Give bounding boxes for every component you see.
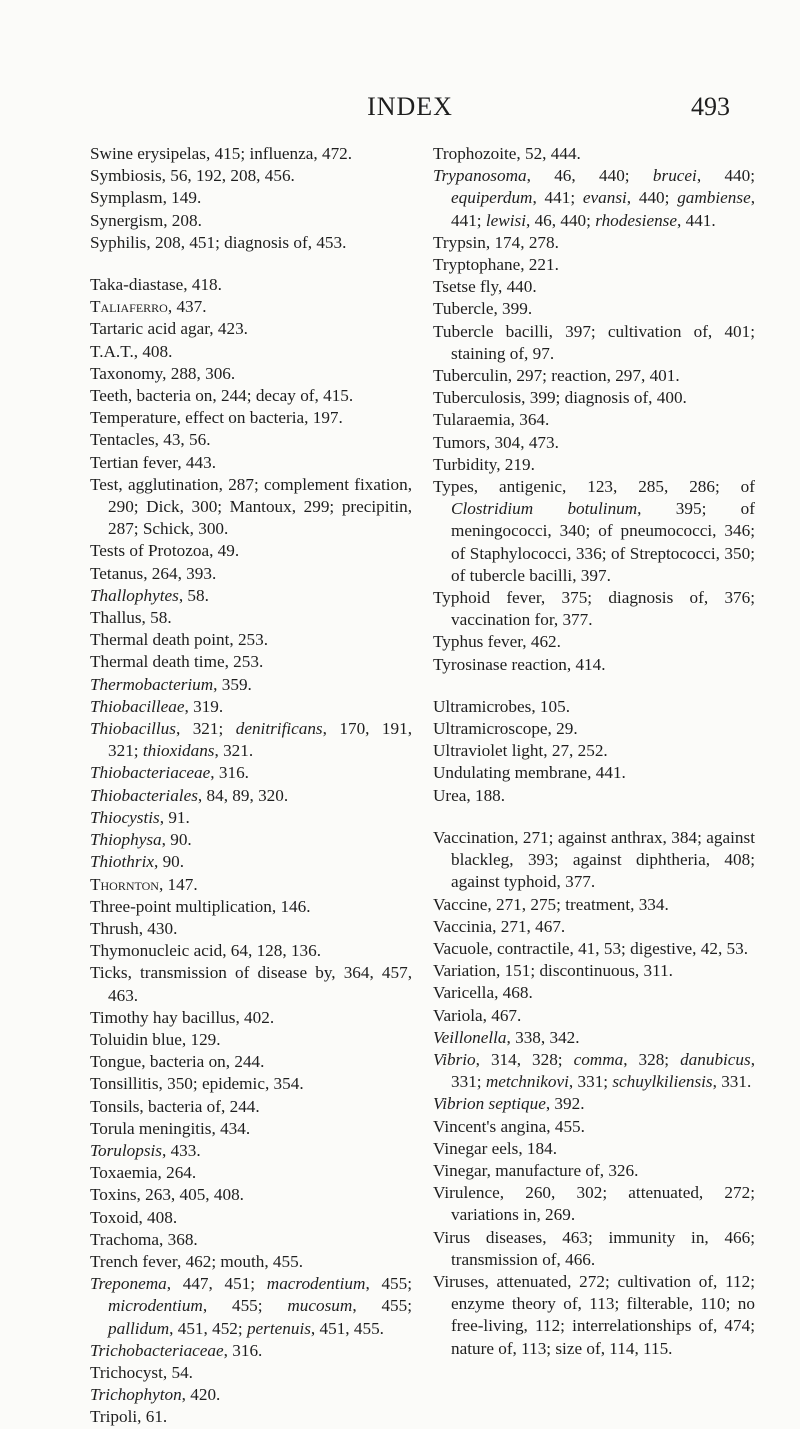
index-entry: Toxoid, 408. (90, 1207, 178, 1227)
index-entry: Tartaric acid agar, 423. (90, 319, 248, 339)
index-entry: Undulating membrane, 441. (433, 763, 626, 783)
index-entry: Synergism, 208. (90, 210, 202, 230)
index-entry: Taka-diastase, 418. (90, 275, 222, 295)
index-entry: Toxaemia, 264. (90, 1163, 197, 1183)
index-entry: Thiobacteriales, 84, 89, 320. (90, 785, 289, 805)
index-entry: Tularaemia, 364. (433, 410, 550, 430)
index-entry: Trichobacteriaceae, 316. (90, 1340, 263, 1360)
index-entry: Vaccine, 271, 275; treatment, 334. (433, 894, 669, 914)
index-entry: Tertian fever, 443. (90, 452, 217, 472)
index-entry: Temperature, effect on bacteria, 197. (90, 408, 343, 428)
index-entry: Trypanosoma, 46, 440; brucei, 440; equiperdum, 441; evansi, 440; gambiense, 441; lewisi, 46, 440; rhodesiense, 441. (433, 166, 756, 230)
index-entry: Symplasm, 149. (90, 188, 202, 208)
index-entry: Trypsin, 174, 278. (433, 232, 559, 252)
index-entry: Virulence, 260, 302; attenuated, 272; variations in, 269. (433, 1183, 755, 1225)
index-entry: Vibrion septique, 392. (433, 1094, 585, 1114)
index-entry: Taliaferro, 437. (90, 297, 207, 317)
index-entry: Trichocyst, 54. (90, 1362, 193, 1382)
index-entry: Virus diseases, 463; immunity in, 466; transmission of, 466. (433, 1227, 755, 1269)
index-entry: Thiobacteriaceae, 316. (90, 763, 249, 783)
page-title: INDEX (367, 92, 453, 121)
index-entry: Toluidin blue, 129. (90, 1029, 221, 1049)
index-entry: Thiophysa, 90. (90, 830, 192, 850)
index-entry: Tyrosinase reaction, 414. (433, 654, 606, 674)
index-entry: Tonsillitis, 350; epidemic, 354. (90, 1074, 304, 1094)
index-entry: Viruses, attenuated, 272; cultivation of, 112; enzyme theory of, 113; filterable, 110; no free-living, 112; interrelationships of, 474; nature of, 113; size of, 114, 115. (433, 1271, 755, 1358)
index-entry: Thallus, 58. (90, 608, 172, 628)
index-entry: Tripoli, 61. (90, 1407, 168, 1427)
index-entry: Tentacles, 43, 56. (90, 430, 211, 450)
index-entry: Ticks, transmission of disease by, 364, 457, 463. (90, 963, 412, 1005)
index-entry: Torulopsis, 433. (90, 1140, 201, 1160)
index-entry: Thiocystis, 91. (90, 807, 190, 827)
index-entry: Treponema, 447, 451; macrodentium, 455; microdentium, 455; mucosum, 455; pallidum, 451, 452; pertenuis, 451, 455. (90, 1274, 412, 1338)
page-number: 493 (691, 92, 730, 121)
index-entry: Vaccination, 271; against anthrax, 384; against blackleg, 393; against diphtheria, 408; against typhoid, 377. (433, 827, 755, 892)
index-column-left (90, 143, 412, 1429)
index-entry: Tetanus, 264, 393. (90, 563, 217, 583)
index-entry: Tryptophane, 221. (433, 255, 559, 275)
index-entry: Ultramicroscope, 29. (433, 719, 578, 739)
index-entry: Tonsils, bacteria of, 244. (90, 1096, 260, 1116)
index-entry: Trachoma, 368. (90, 1229, 198, 1249)
index-entry: Tsetse fly, 440. (433, 277, 537, 297)
index-entry: Urea, 188. (433, 785, 506, 805)
index-entry: Thiobacilleae, 319. (90, 696, 224, 716)
index-entry: Vinegar eels, 184. (433, 1138, 558, 1158)
index-entry: Three-point multiplication, 146. (90, 896, 311, 916)
index-entry: Thermobacterium, 359. (90, 674, 252, 694)
index-entry: Vacuole, contractile, 41, 53; digestive, 42, 53. (433, 938, 749, 958)
index-entry: Variola, 467. (433, 1005, 522, 1025)
index-entry: Tuberculosis, 399; diagnosis of, 400. (433, 388, 687, 408)
index-entry: Vincent's angina, 455. (433, 1116, 585, 1136)
index-entry: Thallophytes, 58. (90, 585, 209, 605)
index-entry: Trench fever, 462; mouth, 455. (90, 1251, 304, 1271)
index-entry: Thrush, 430. (90, 918, 178, 938)
index-entry: Varicella, 468. (433, 983, 533, 1003)
index-entry: Tests of Protozoa, 49. (90, 541, 240, 561)
index-entry: Tubercle, 399. (433, 299, 533, 319)
index-entry: Tumors, 304, 473. (433, 432, 559, 452)
index-entry: Taxonomy, 288, 306. (90, 363, 236, 383)
index-entry: T.A.T., 408. (90, 341, 173, 361)
index-entry: Thiothrix, 90. (90, 852, 185, 872)
index-entry: Veillonella, 338, 342. (433, 1027, 580, 1047)
index-column-right (433, 143, 755, 1360)
index-entry: Swine erysipelas, 415; influenza, 472. (90, 144, 353, 163)
index-entry: Ultraviolet light, 27, 252. (433, 741, 608, 761)
index-entry: Symbiosis, 56, 192, 208, 456. (90, 166, 295, 186)
index-entry: Vaccinia, 271, 467. (433, 916, 566, 936)
index-entry: Thymonucleic acid, 64, 128, 136. (90, 941, 322, 961)
index-entry: Turbidity, 219. (433, 454, 535, 474)
index-entry: Tongue, bacteria on, 244. (90, 1052, 265, 1072)
index-entry: Thornton, 147. (90, 874, 198, 894)
index-entry: Thermal death time, 253. (90, 652, 264, 672)
index-entry: Teeth, bacteria on, 244; decay of, 415. (90, 386, 354, 406)
index-entry: Vibrio, 314, 328; comma, 328; danubicus, 331; metchnikovi, 331; schuylkiliensis, 331. (433, 1049, 756, 1092)
index-entry: Tuberculin, 297; reaction, 297, 401. (433, 366, 680, 386)
index-entry: Types, antigenic, 123, 285, 286; of Clostridium botulinum, 395; of meningococci, 340; of pneumococci, 346; of Staphylococci, 336; of Streptococci, 350; of tubercle bacilli, 397. (433, 477, 755, 585)
index-entry: Test, agglutination, 287; complement fixation, 290; Dick, 300; Mantoux, 299; precipitin, 287; Schick, 300. (90, 474, 412, 539)
index-entry: Typhoid fever, 375; diagnosis of, 376; vaccination for, 377. (433, 588, 755, 630)
index-entry: Torula meningitis, 434. (90, 1118, 251, 1138)
index-entry: Thermal death point, 253. (90, 630, 269, 650)
index-entry: Thiobacillus, 321; denitrificans, 170, 191, 321; thioxidans, 321. (90, 719, 412, 761)
index-entry: Variation, 151; discontinuous, 311. (433, 961, 673, 981)
page-header (90, 92, 730, 132)
index-entry: Tubercle bacilli, 397; cultivation of, 401; staining of, 97. (433, 321, 755, 363)
index-entry: Trichophyton, 420. (90, 1385, 221, 1405)
index-entry: Trophozoite, 52, 444. (433, 144, 581, 163)
index-entry: Toxins, 263, 405, 408. (90, 1185, 244, 1205)
index-entry: Ultramicrobes, 105. (433, 696, 570, 716)
index-entry: Syphilis, 208, 451; diagnosis of, 453. (90, 232, 347, 252)
index-entry: Timothy hay bacillus, 402. (90, 1007, 275, 1027)
index-entry: Vinegar, manufacture of, 326. (433, 1160, 639, 1180)
index-entry: Typhus fever, 462. (433, 632, 561, 652)
